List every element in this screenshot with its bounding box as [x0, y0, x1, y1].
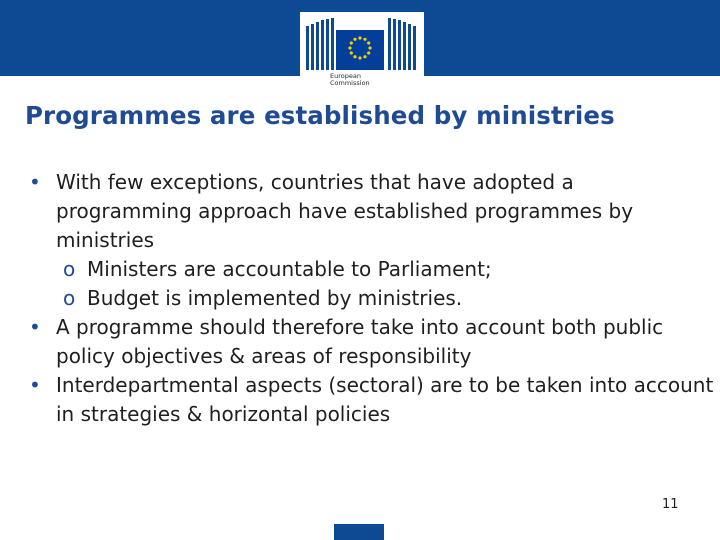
bullet-text: Interdepartmental aspects (sectoral) are to be taken into account in strategies & horizontal policies — [56, 373, 714, 426]
bullet-text: With few exceptions, countries that have adopted a programming approach have established programmes by ministries — [56, 170, 634, 252]
footer-bar — [334, 524, 384, 540]
page-number: 11 — [662, 497, 679, 512]
slide-title: Programmes are established by ministries — [25, 101, 615, 130]
bullet-text: A programme should therefore take into account both public policy objectives & areas of responsibility — [56, 315, 664, 368]
sub-bullet-item: o Ministers are accountable to Parliament; — [56, 255, 715, 284]
sub-bullet-list — [56, 255, 715, 313]
bullet-item — [25, 371, 715, 429]
logo-text — [330, 73, 370, 87]
logo-line-1: European — [330, 72, 361, 80]
logo-line-2: Commission — [330, 79, 370, 87]
sub-bullet-item: o Budget is implemented by ministries. — [56, 284, 715, 313]
bullet-item — [25, 313, 715, 371]
bullet-list — [25, 168, 715, 429]
bullet-item — [25, 168, 715, 313]
european-commission-logo — [300, 12, 424, 98]
